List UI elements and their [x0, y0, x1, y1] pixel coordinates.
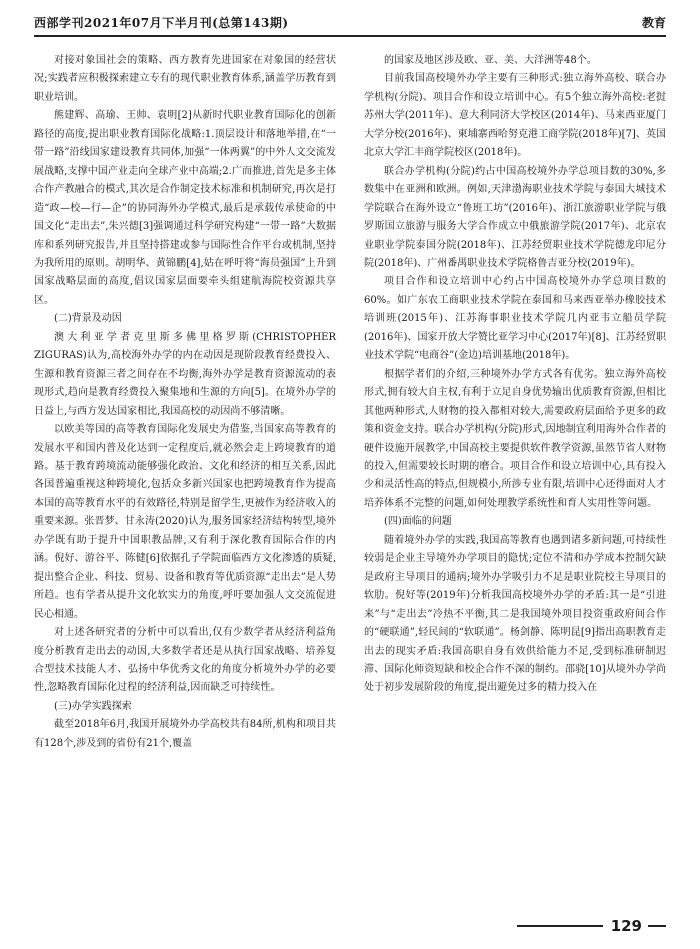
- journal-title: 西部学刊2021年07月下半月刊(总第143期): [34, 16, 289, 30]
- paragraph: 截至2018年6月,我国开展境外办学高校共有84所,机构和项目共有128个,涉及到的省份有21个,覆盖: [34, 719, 336, 749]
- footer-rule: [517, 925, 603, 927]
- paragraph: 联合办学机构(分院)约占中国高校境外办学总项目数的30%,多数集中在亚洲和欧洲。例如,天津渤海职业技术学院与泰国大城技术学院联合在海外设立“鲁班工坊”(2016年)、浙江旅游职业学院与俄罗斯国立旅游与服务大学合作成立中俄旅游学院(2017年)、北京农业职业学院泰国分院(2018年)、江苏经贸职业技术学院德龙印尼分院(2018年)、广州番禺职业技术学院格鲁吉亚分校(2019年)。: [364, 165, 666, 269]
- paragraph: 对接对象国社会的策略、西方教育先进国家在对象国的经营状况;实践者应积极探索建立专有的现代职业教育体系,涵盖学历教育到职业培训。: [34, 55, 336, 103]
- page-header: [34, 4, 666, 34]
- paragraph: 对上述各研究者的分析中可以看出,仅有少数学者从经济利益角度分析教育走出去的动因,大多数学者还是从执行国家战略、培养复合型技术技能人才、弘扬中华优秀文化的角度分析境外办学的必要性,忽略教育国际化过程的经济利益,因而缺乏可持续性。: [34, 627, 336, 694]
- paragraph: 目前我国高校境外办学主要有三种形式:独立海外高校、联合办学机构(分院)、项目合作和设立培训中心。有5个独立海外高校:老挝苏州大学(2011年)、意大利同济大学校区(2014年)、马来西亚厦门大学分校(2016年)、柬埔寨西哈努克港工商学院(2018年)[7]、英国北京大学汇丰商学院校区(2018年)。: [364, 73, 666, 159]
- section-heading: (三)办学实践探索: [54, 700, 132, 712]
- page-number: 129: [610, 917, 642, 935]
- left-column: [34, 52, 336, 753]
- footer-rule-right: [648, 925, 666, 927]
- page-footer: [517, 917, 666, 935]
- paragraph: 随着境外办学的实践,我国高等教育也遇到诸多新问题,可持续性较弱是企业主导境外办学项目的隐忧;定位不清和办学成本控制欠缺是政府主导项目的通病;境外办学吸引力不足是职业院校主导项目的软肋。倪好等(2019年)分析我国高校境外办学的矛盾:其一是“引进来”与“走出去”冷热不平衡,其二是我国境外项目投资重政府间合作的“硬联通”,轻民间的“软联通”。杨剑静、陈明昆[9]指出高职教育走出去的现实矛盾:我国高职自身有效供给能力不足,受到标准研制迟滞、国际化师资短缺和校企合作不深的制约。邵骁[10]从境外办学尚处于初步发展阶段的角度,提出避免过多的精力投入在: [364, 534, 666, 694]
- paragraph: 熊建辉、高瑜、王帅、袁明[2]从新时代职业教育国际化的创新路径的高度,提出职业教育国际化战略:1.顶层设计和落地举措,在“一带一路”沿线国家建设教育共同体,加强“一体两翼”的中外人文交流发展战略,支撑中国产业走向全球产业中高端;2.广而推进,首先是多主体合作产教融合的模式,其次是合作制定技术标准和机制研究,再次是打造“政—校—行—企”的协同海外办学模式,最后是承载传承使命的中国文化“走出去”,朱兴德[3]强调通过科学研究构建“一带一路”大数据库和系列研究报告,并且坚持搭建或参与国际性合作平台或机制,坚持为我所用的原则。胡明华、黄锦鹏[4],姑在呼吁将“海员强国”上升到国家战略层面的高度,倡议国家层面要牵头组建航海院校资源共享区。: [34, 110, 336, 306]
- paragraph: 根据学者们的介绍,三种境外办学方式各有优劣。独立海外高校形式,拥有较大自主权,有利于立足自身优势输出优质教育资源,但相比其他两种形式,人财物的投入都相对较大,需要政府层面给予更多的政策和资金支持。联合办学机构(分院)形式,因地制宜利用海外合作者的硬件设施开展教学,中国高校主要提供软件教学资源,虽然节省人财物的投入,但需要较长时期的磨合。项目合作和设立培训中心,具有投入少和灵活性高的特点,但规模小,所涉专业有限,培训中心还得面对人才培养体系不完整的问题,如何处理教学系统性和育人实用性等问题。: [364, 368, 666, 509]
- paragraph: 项目合作和设立培训中心约占中国高校境外办学总项目数的60%。如广东农工商职业技术学院在泰国和马来西亚举办橡胶技术培训班(2015年)、江苏海事职业技术学院几内亚韦立船员学院(2016年)、国家开放大学赞比亚学习中心(2017年)[8]、江苏经贸职业技术学院“电商谷”(金边)培训基地(2018年)。: [364, 276, 666, 362]
- header-divider: [34, 35, 666, 37]
- paragraph: 的国家及地区涉及欧、亚、美、大洋洲等48个。: [384, 55, 597, 66]
- right-column: [364, 52, 666, 698]
- paragraph: 以欧美等国的高等教育国际化发展史为借鉴,当国家高等教育的发展水平和国内普及化达到一定程度后,就必然会走上跨境教育的道路。基于教育跨境流动能够强化政治、文化和经济的相互关系,因此各国普遍重视这种跨境化,包括众多新兴国家也把跨境教育作为提高本国的高等教育水平的有效路径,特别是留学生,更被作为经济收入的重要来源。张晋梦、甘永涛(2020)认为,服务国家经济结构转型,境外办学既有助于提升中国职教品牌,又有利于深化教育国际合作的内涵。倪好、游谷平、陈健[6]依据孔子学院面临西方文化渗透的质疑,提出整合企业、科技、贸易、设备和教育等优质资源“走出去”是人势所趋。也有学者从提升文化软实力的角度,呼吁要加强人文交流促进民心相通。: [34, 424, 336, 620]
- section-label: 教育: [641, 16, 666, 30]
- paragraph: 澳大利亚学者克里斯多佛里格罗斯(CHRISTOPHER ZIGURAS)认为,高校海外办学的内在动因是现阶段教育经费投入、生源和教育资源三者之间存在不均衡,海外办学是教育资源流动的表现形式,趋向是教育经费投入聚集地和生源的方向[5]。在境外办学的日益上,与西方发达国家相比,我国高校的动因尚不够清晰。: [34, 331, 336, 417]
- section-heading: (二)背景及动因: [54, 313, 122, 325]
- section-heading: (四)面临的问题: [384, 516, 452, 528]
